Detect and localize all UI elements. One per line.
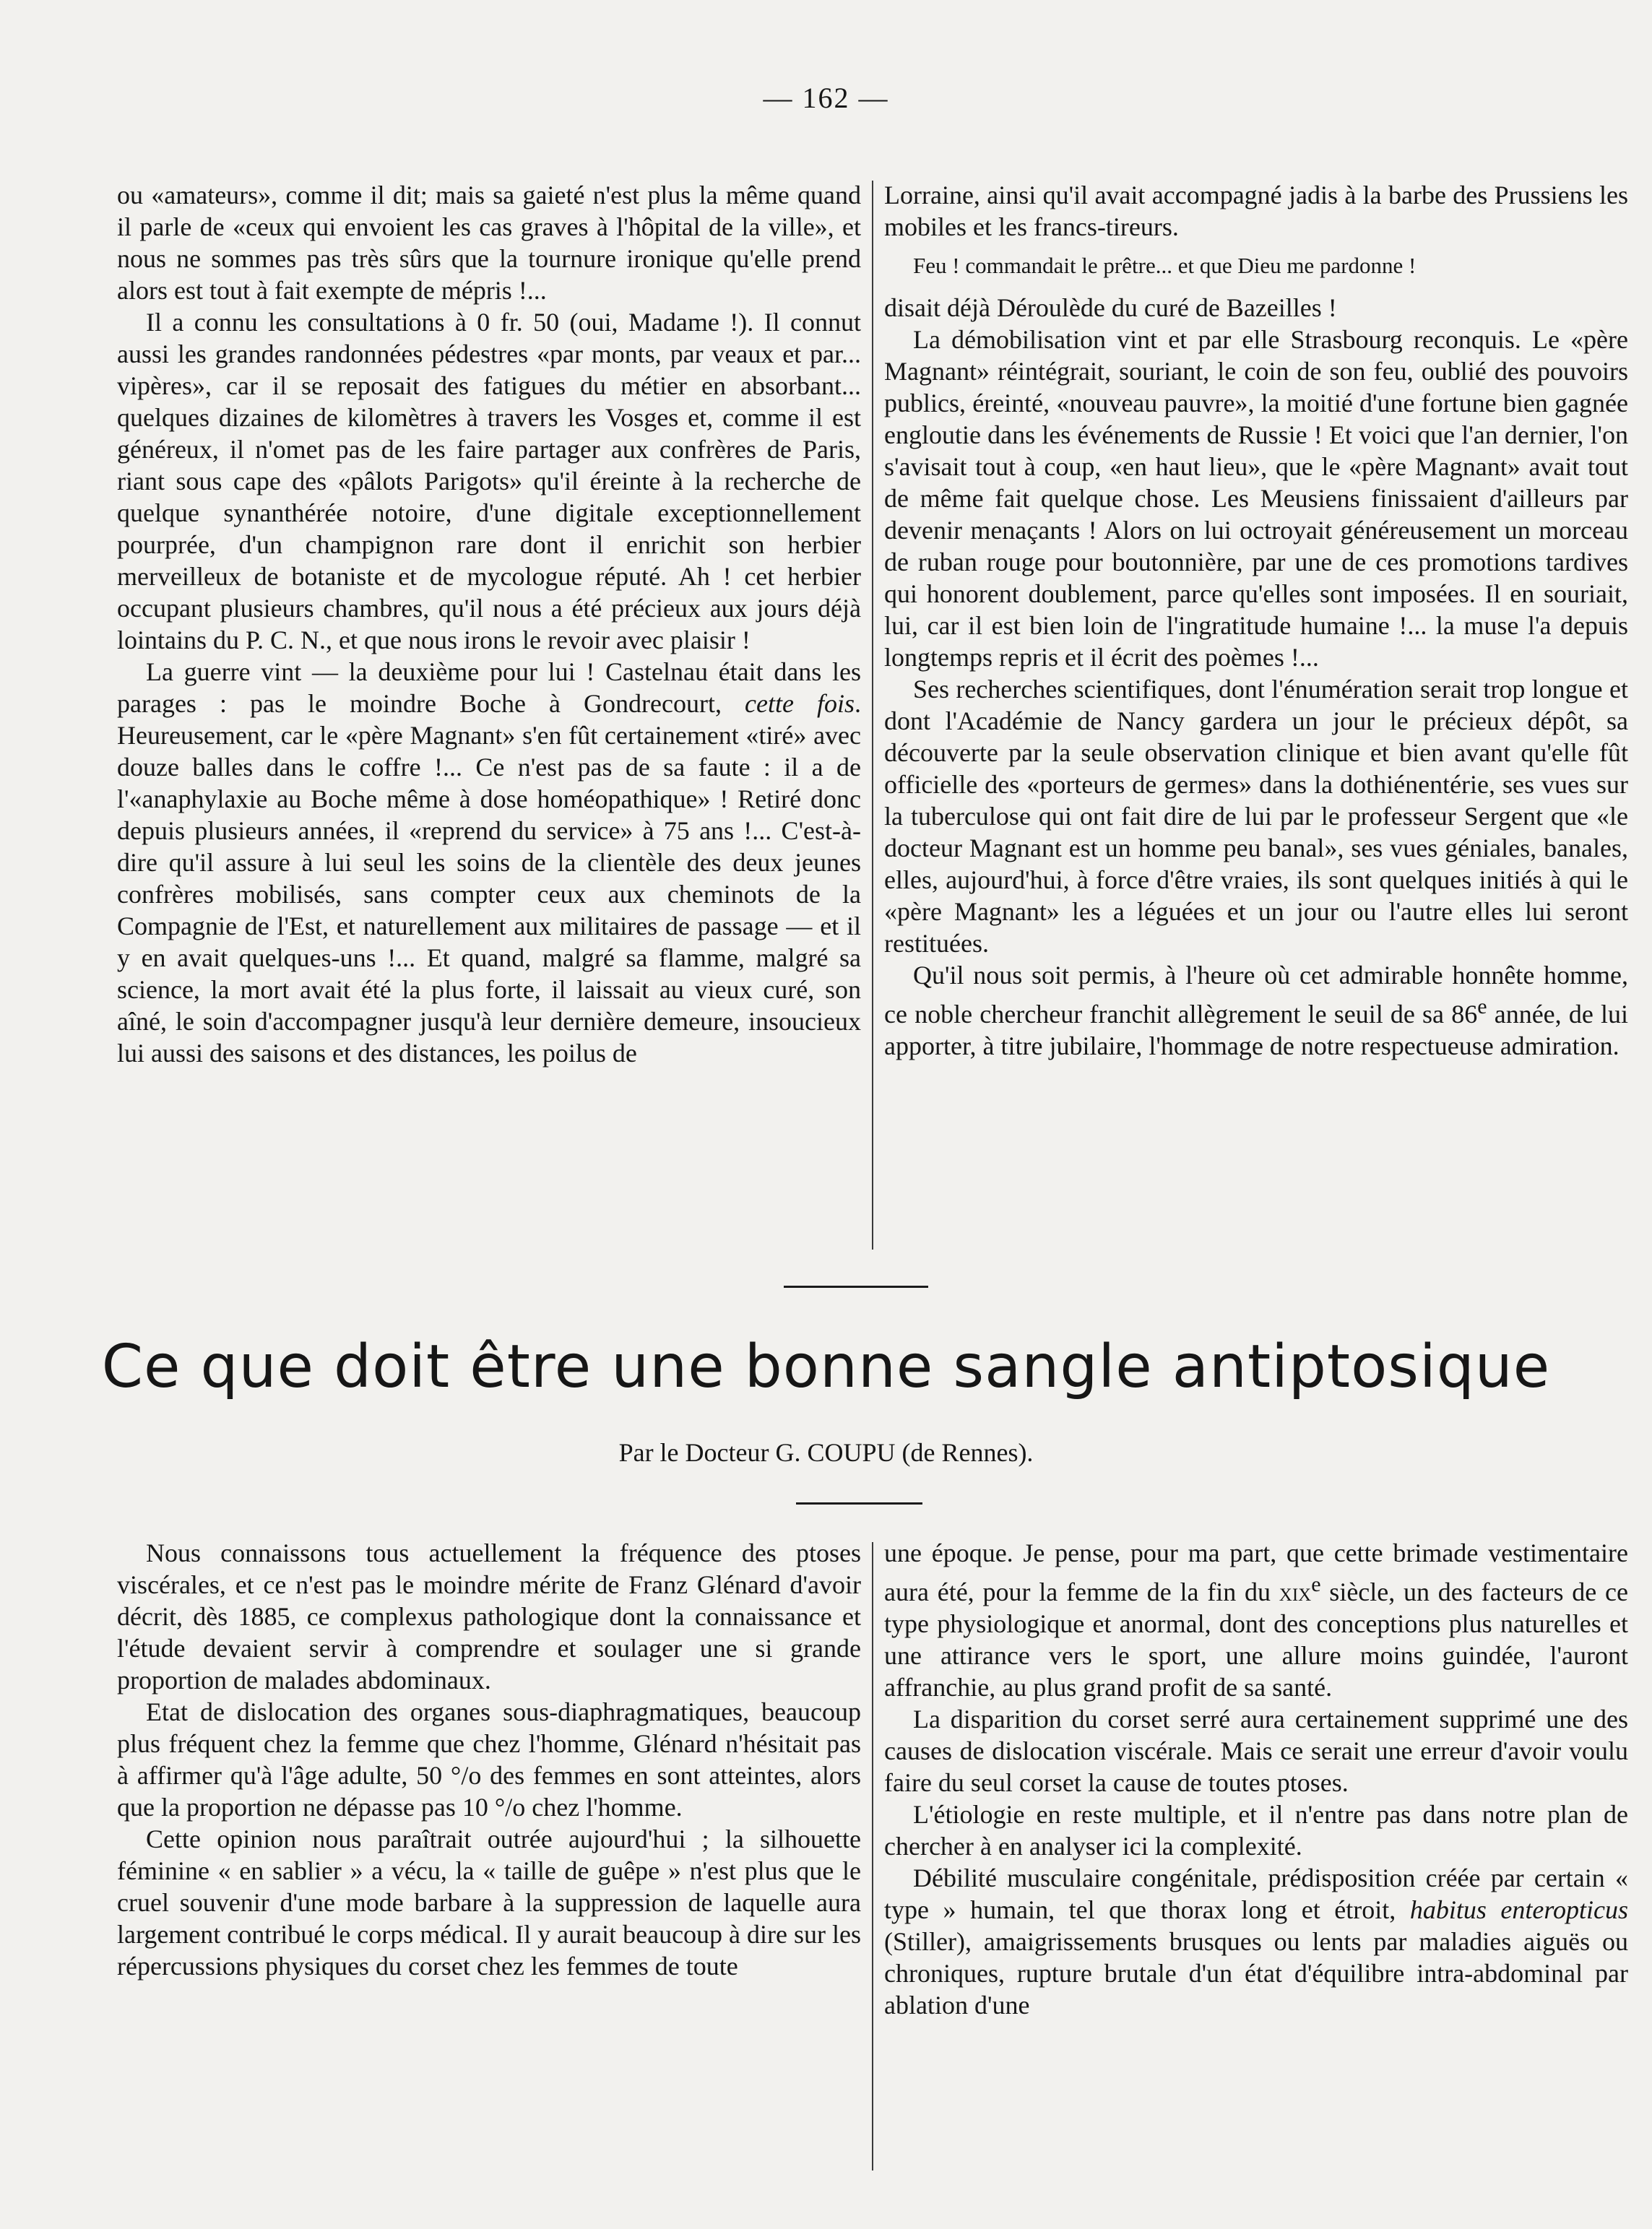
paragraph (884, 1862, 1628, 2021)
italic-text: habitus enteropticus (1409, 1895, 1629, 1924)
title-rule (796, 1502, 922, 1505)
text-run: siècle, un des facteurs de ce type physiologique et anormal, dont des conceptions plus naturelles et une attirance vers le sport, une allure moins guindée, l'auront affranchie, au plus grand profit de sa santé. (884, 1577, 1628, 1702)
column-divider (872, 181, 873, 1250)
paragraph (117, 656, 861, 1069)
text-run: année, de lui apporter, à titre jubilaire, l'hommage de notre respectueuse admiration. (884, 1000, 1628, 1060)
section-rule (784, 1286, 928, 1288)
left-column-continued-article (117, 179, 861, 1069)
paragraph: ou «amateurs», comme il dit; mais sa gaieté n'est plus la même quand il parle de «ceux qui envoient les cas graves à l'hôpital de la ville», et nous ne sommes pas très sûrs que la tournure ironique qu'elle prend alors est tout à fait exempte de mépris !... (117, 181, 861, 305)
quotation: Feu ! commandait le prêtre... et que Dieu me pardonne ! (913, 253, 1417, 278)
superscript: e (1477, 995, 1487, 1018)
paragraph: Il a connu les consultations à 0 fr. 50 (oui, Madame !). Il connut aussi les grandes randonnées pédestres «par monts, par veaux et par... vipères», car il se reposait des fatigues du métier en absorbant... quelques dizaines de kilomètres à travers les Vosges et, comme il est généreux, il n'omet pas de les faire partager aux confrères de Paris, riant sous cape des «pâlots Parigots» qu'il éreinte à la recherche de quelque synanthérée notoire, d'une digitale exceptionnellement pourprée, d'un champignon rare dont il enrichit son herbier merveilleux de botaniste et de mycologue réputé. Ah ! cet herbier occupant plusieurs chambres, qu'il nous a été précieux aux jours déjà lointains du P. C. N., et que nous irons le revoir avec plaisir ! (117, 308, 861, 654)
column-divider (872, 1542, 873, 2170)
paragraph: Nous connaissons tous actuellement la fréquence des ptoses viscérales, et ce n'est pas le moindre mérite de Franz Glénard d'avoir décrit, dès 1885, ce complexus pathologique dont la connaissance et l'étude devaient servir à comprendre et soulager une si grande proportion de malades abdominaux. (117, 1538, 861, 1695)
paragraph (884, 959, 1628, 1062)
paragraph: Cette opinion nous paraîtrait outrée aujourd'hui ; la silhouette féminine « en sablier » a vécu, la « taille de guêpe » n'est plus que le cruel souvenir d'une mode barbare à la suppression de laquelle aura largement contribué le corps médical. Il y aurait beaucoup à dire sur les répercussions physiques du corset chez les femmes de toute (117, 1825, 861, 1981)
paragraph: L'étiologie en reste multiple, et il n'entre pas dans notre plan de chercher à en analyser ici la complexité. (884, 1800, 1628, 1861)
paragraph: disait déjà Déroulède du curé de Bazeilles ! (884, 293, 1337, 322)
paragraph: La disparition du corset serré aura certainement supprimé une des causes de dislocation viscérale. Mais ce serait une erreur d'avoir voulu faire du seul corset la cause de toutes ptoses. (884, 1705, 1628, 1797)
text-run: . Heureusement, car le «père Magnant» s'en fût certainement «tiré» avec douze balles dans le coffre !... Ce n'est pas de sa faute : il a de l'«anaphylaxie au Boche même à dose homéopathique» ! Retiré donc depuis plusieurs années, il «reprend du service» à 75 ans !... C'est-à-dire qu'il assure à lui seul les soins de la clientèle des deux jeunes confrères mobilisés, sans compter ceux aux cheminots de la Compagnie de l'Est, et naturellement aux militaires de passage — et il y en avait quelques-uns !... Et quand, malgré sa flamme, malgré sa science, la mort avait été la plus forte, il laissait au vieux curé, son aîné, le soin d'accompagner jusqu'à leur dernière demeure, insoucieux lui aussi des saisons et des distances, les poilus de (117, 689, 861, 1068)
paragraph: Lorraine, ainsi qu'il avait accompagné jadis à la barbe des Prussiens les mobiles et les francs-tireurs. (884, 181, 1628, 241)
article-title: Ce que doit être une bonne sangle antiptosique (101, 1333, 1551, 1401)
page-number: — 162 — (763, 82, 889, 114)
paragraph (884, 1537, 1628, 1703)
text-run: une époque. Je pense, pour ma part, que cette brimade vestimentaire aura été, pour la femme de la fin du (884, 1538, 1628, 1606)
paragraph: Ses recherches scientifiques, dont l'énumération serait trop longue et dont l'Académie de Nancy gardera un jour le précieux dépôt, sa découverte par la seule observation clinique et bien avant qu'elle fût officielle des «porteurs de germes» dans la dothiénentérie, ses vues sur la tuberculose qui ont fait dire de lui par le professeur Sergent que «le docteur Magnant est un homme peu banal», ses vues géniales, banales, elles, aujourd'hui, à force d'être vraies, ils sont quelques initiés à qui le «père Magnant» les a léguées et un jour ou l'autre elles lui seront restituées. (884, 675, 1628, 958)
text-run: Débilité musculaire congénitale, prédisposition créée par certain « type » humain, tel que thorax long et étroit, (884, 1864, 1628, 1924)
text-run: La guerre vint — la deuxième pour lui ! Castelnau était dans les parages : pas le moindre Boche à Gondrecourt, (117, 657, 861, 718)
article-byline: Par le Docteur G. COUPU (de Rennes). (618, 1438, 1034, 1467)
superscript: e (1311, 1572, 1321, 1596)
century-numeral: xix (1279, 1577, 1312, 1606)
paragraph: Etat de dislocation des organes sous-diaphragmatiques, beaucoup plus fréquent chez la femme que chez l'homme, Glénard n'hésitait pas à affirmer qu'à l'âge adulte, 50 °/o des femmes en sont atteintes, alors que la proportion ne dépasse pas 10 °/o chez l'homme. (117, 1697, 861, 1822)
right-column-continued-article (884, 179, 1628, 1062)
paragraph: La démobilisation vint et par elle Strasbourg reconquis. Le «père Magnant» réintégrait, souriant, le coin de son feu, oublié des pouvoirs publics, éreinté, «nouveau pauvre», la moitié d'une fortune bien gagnée engloutie dans les événements de Russie ! Et voici que l'an dernier, l'on s'avisait tout à coup, «en haut lieu», que le «père Magnant» avait tout de même fait quelque chose. Les Meusiens finissaient d'ailleurs par devenir menaçants ! Alors on lui octroyait généreusement un morceau de ruban rouge pour boutonnière, par une de ces promotions tardives qui honorent doublement, parce qu'elles sont imposées. Il en souriait, lui, car il est bien loin de l'ingratitude humaine !... la muse l'a depuis longtemps repris et il écrit des poèmes !... (884, 325, 1628, 672)
text-run: Qu'il nous soit permis, à l'heure où cet admirable honnête homme, ce noble chercheur franchit allègrement le seuil de sa 86 (884, 961, 1628, 1029)
text-run: (Stiller), amaigrissements brusques ou lents par maladies aiguës ou chroniques, rupture brutale d'un état d'équilibre intra-abdominal par ablation d'une (884, 1927, 1628, 2020)
left-column-new-article (117, 1537, 861, 1982)
italic-text: cette fois (745, 689, 855, 718)
right-column-new-article (884, 1537, 1628, 2021)
